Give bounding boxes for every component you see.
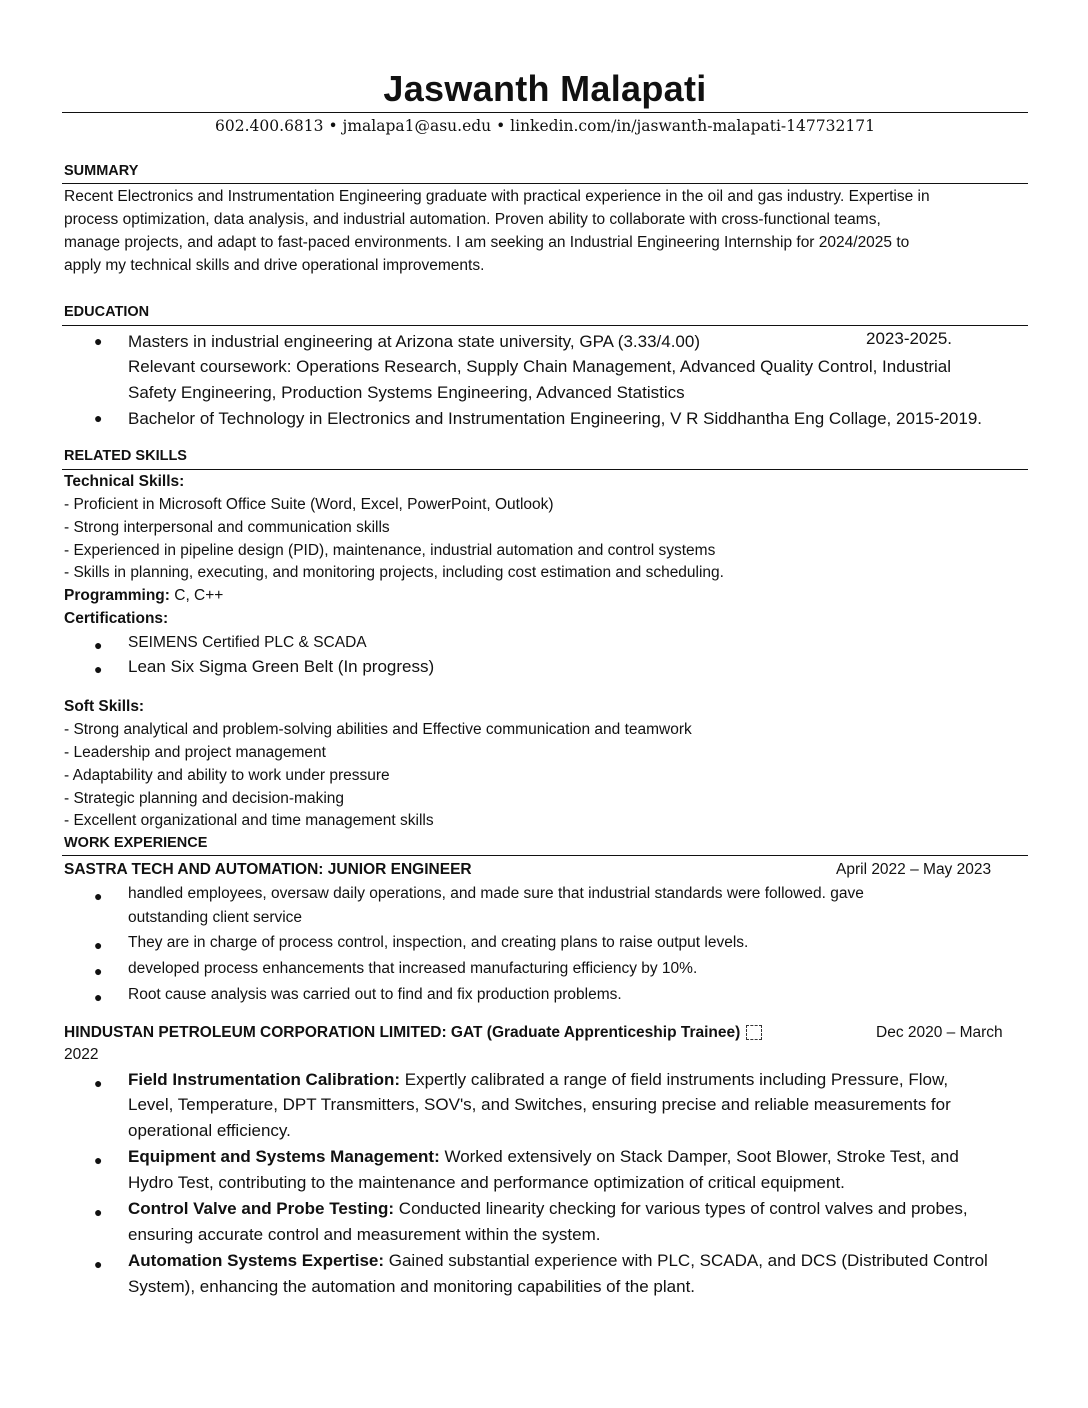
job2-bullet-cont: System), enhancing the automation and monitoring capabilities of the plant. — [128, 1277, 696, 1296]
bullet-icon: ● — [94, 963, 103, 979]
contact-info: 602.400.6813 • jmalapa1@asu.edu • linkedin.com/in/jaswanth-malapati-147732171 — [215, 117, 875, 135]
bullet-icon: ● — [94, 888, 103, 904]
job2-bullet-label: Field Instrumentation Calibration: — [128, 1070, 401, 1089]
bullet-icon: ● — [94, 937, 103, 953]
technical-skill-item: - Skills in planning, executing, and monitoring projects, including cost estimation and scheduling. — [64, 564, 724, 581]
work-heading: WORK EXPERIENCE — [64, 835, 208, 851]
job2-bullet — [128, 1199, 968, 1219]
job2-bullet — [128, 1251, 988, 1271]
job2-bullet — [128, 1147, 959, 1167]
skills-divider — [62, 469, 1028, 470]
job1-bullet: Root cause analysis was carried out to find and fix production problems. — [128, 986, 622, 1003]
candidate-name: Jaswanth Malapati — [383, 68, 707, 109]
job2-title-row — [64, 1024, 762, 1042]
job2-bullet-cont: operational efficiency. — [128, 1121, 291, 1140]
programming-row — [64, 587, 223, 605]
certifications-label: Certifications: — [64, 610, 169, 627]
education-heading: EDUCATION — [64, 304, 150, 320]
job2-bullet-text: Conducted linearity checking for various types of control valves and probes, — [394, 1199, 968, 1218]
masters-coursework-cont: Safety Engineering, Production Systems Engineering, Advanced Statistics — [128, 383, 685, 402]
summary-line: manage projects, and adapt to fast-paced environments. I am seeking an Industrial Engineering Internship for 2024/2025 to — [64, 234, 910, 251]
bullet-icon: ● — [94, 1152, 103, 1168]
job2-dates: Dec 2020 – March — [876, 1024, 1003, 1041]
job1-bullet: handled employees, oversaw daily operations, and made sure that industrial standards were followed. gave — [128, 885, 864, 902]
job2-bullet-label: Automation Systems Expertise: — [128, 1251, 385, 1270]
work-divider — [62, 855, 1028, 856]
job2-bullet-label: Control Valve and Probe Testing: — [128, 1199, 395, 1218]
technical-skill-item: - Proficient in Microsoft Office Suite (Word, Excel, PowerPoint, Outlook) — [64, 496, 554, 513]
soft-skill-item: - Leadership and project management — [64, 744, 326, 761]
placeholder-glyph-icon — [746, 1025, 762, 1040]
summary-line: process optimization, data analysis, and industrial automation. Proven ability to collaborate with cross-functional teams, — [64, 211, 881, 228]
job2-dates-cont: 2022 — [64, 1046, 99, 1063]
job1-dates: April 2022 – May 2023 — [836, 861, 992, 878]
job1-title: SASTRA TECH AND AUTOMATION: JUNIOR ENGINEER — [64, 861, 472, 878]
education-divider — [62, 325, 1028, 326]
header-divider — [62, 112, 1028, 113]
soft-skill-item: - Strategic planning and decision-making — [64, 790, 345, 807]
job2-bullet — [128, 1070, 948, 1090]
job2-bullet-cont: ensuring accurate control and measurement within the system. — [128, 1225, 601, 1244]
bullet-icon: ● — [94, 989, 103, 1005]
job2-bullet-text: Expertly calibrated a range of field instruments including Pressure, Flow, — [400, 1070, 949, 1089]
masters-degree: Masters in industrial engineering at Arizona state university, GPA (3.33/4.00) — [128, 332, 700, 351]
job1-bullet: developed process enhancements that increased manufacturing efficiency by 10%. — [128, 960, 698, 977]
bullet-icon: ● — [94, 1256, 103, 1272]
bullet-icon: ● — [94, 333, 103, 349]
job1-bullet-cont: outstanding client service — [128, 909, 303, 926]
job1-bullet: They are in charge of process control, inspection, and creating plans to raise output levels. — [128, 934, 749, 951]
certification-item: Lean Six Sigma Green Belt (In progress) — [128, 657, 435, 676]
job2-bullet-label: Equipment and Systems Management: — [128, 1147, 440, 1166]
summary-line: apply my technical skills and drive operational improvements. — [64, 257, 485, 274]
bullet-icon: ● — [94, 661, 103, 677]
job2-bullet-cont: Level, Temperature, DPT Transmitters, SOV's, and Switches, ensuring precise and reliable measurements for — [128, 1095, 951, 1114]
programming-label: Programming: — [64, 587, 170, 604]
programming-value: C, C++ — [174, 587, 224, 604]
summary-line: Recent Electronics and Instrumentation Engineering graduate with practical experience in the oil and gas industry. Expertise in — [64, 188, 930, 205]
soft-skill-item: - Strong analytical and problem-solving abilities and Effective communication and teamwork — [64, 721, 692, 738]
summary-heading: SUMMARY — [64, 163, 139, 179]
soft-skill-item: - Excellent organizational and time management skills — [64, 812, 434, 829]
bullet-icon: ● — [94, 410, 103, 426]
bullet-icon: ● — [94, 1204, 103, 1220]
technical-skills-label: Technical Skills: — [64, 473, 185, 490]
bachelors-degree: Bachelor of Technology in Electronics and Instrumentation Engineering, V R Siddhantha Eng Collage, 2015-2019. — [128, 409, 983, 428]
masters-coursework: Relevant coursework: Operations Research, Supply Chain Management, Advanced Quality Control, Industrial — [128, 357, 952, 376]
technical-skill-item: - Experienced in pipeline design (PID), maintenance, industrial automation and control systems — [64, 542, 716, 559]
job2-title: HINDUSTAN PETROLEUM CORPORATION LIMITED: GAT (Graduate Apprenticeship Trainee) — [64, 1024, 741, 1041]
bullet-icon: ● — [94, 1075, 103, 1091]
soft-skill-item: - Adaptability and ability to work under pressure — [64, 767, 390, 784]
technical-skill-item: - Strong interpersonal and communication skills — [64, 519, 390, 536]
job2-bullet-text: Gained substantial experience with PLC, SCADA, and DCS (Distributed Control — [384, 1251, 988, 1270]
certification-item: SEIMENS Certified PLC & SCADA — [128, 634, 367, 651]
skills-heading: RELATED SKILLS — [64, 448, 187, 464]
bullet-icon: ● — [94, 637, 103, 653]
job2-bullet-cont: Hydro Test, contributing to the maintenance and performance optimization of critical equipment. — [128, 1173, 845, 1192]
soft-skills-label: Soft Skills: — [64, 698, 145, 715]
job2-bullet-text: Worked extensively on Stack Damper, Soot Blower, Stroke Test, and — [439, 1147, 959, 1166]
summary-divider — [62, 183, 1028, 184]
masters-dates: 2023-2025. — [866, 329, 953, 348]
